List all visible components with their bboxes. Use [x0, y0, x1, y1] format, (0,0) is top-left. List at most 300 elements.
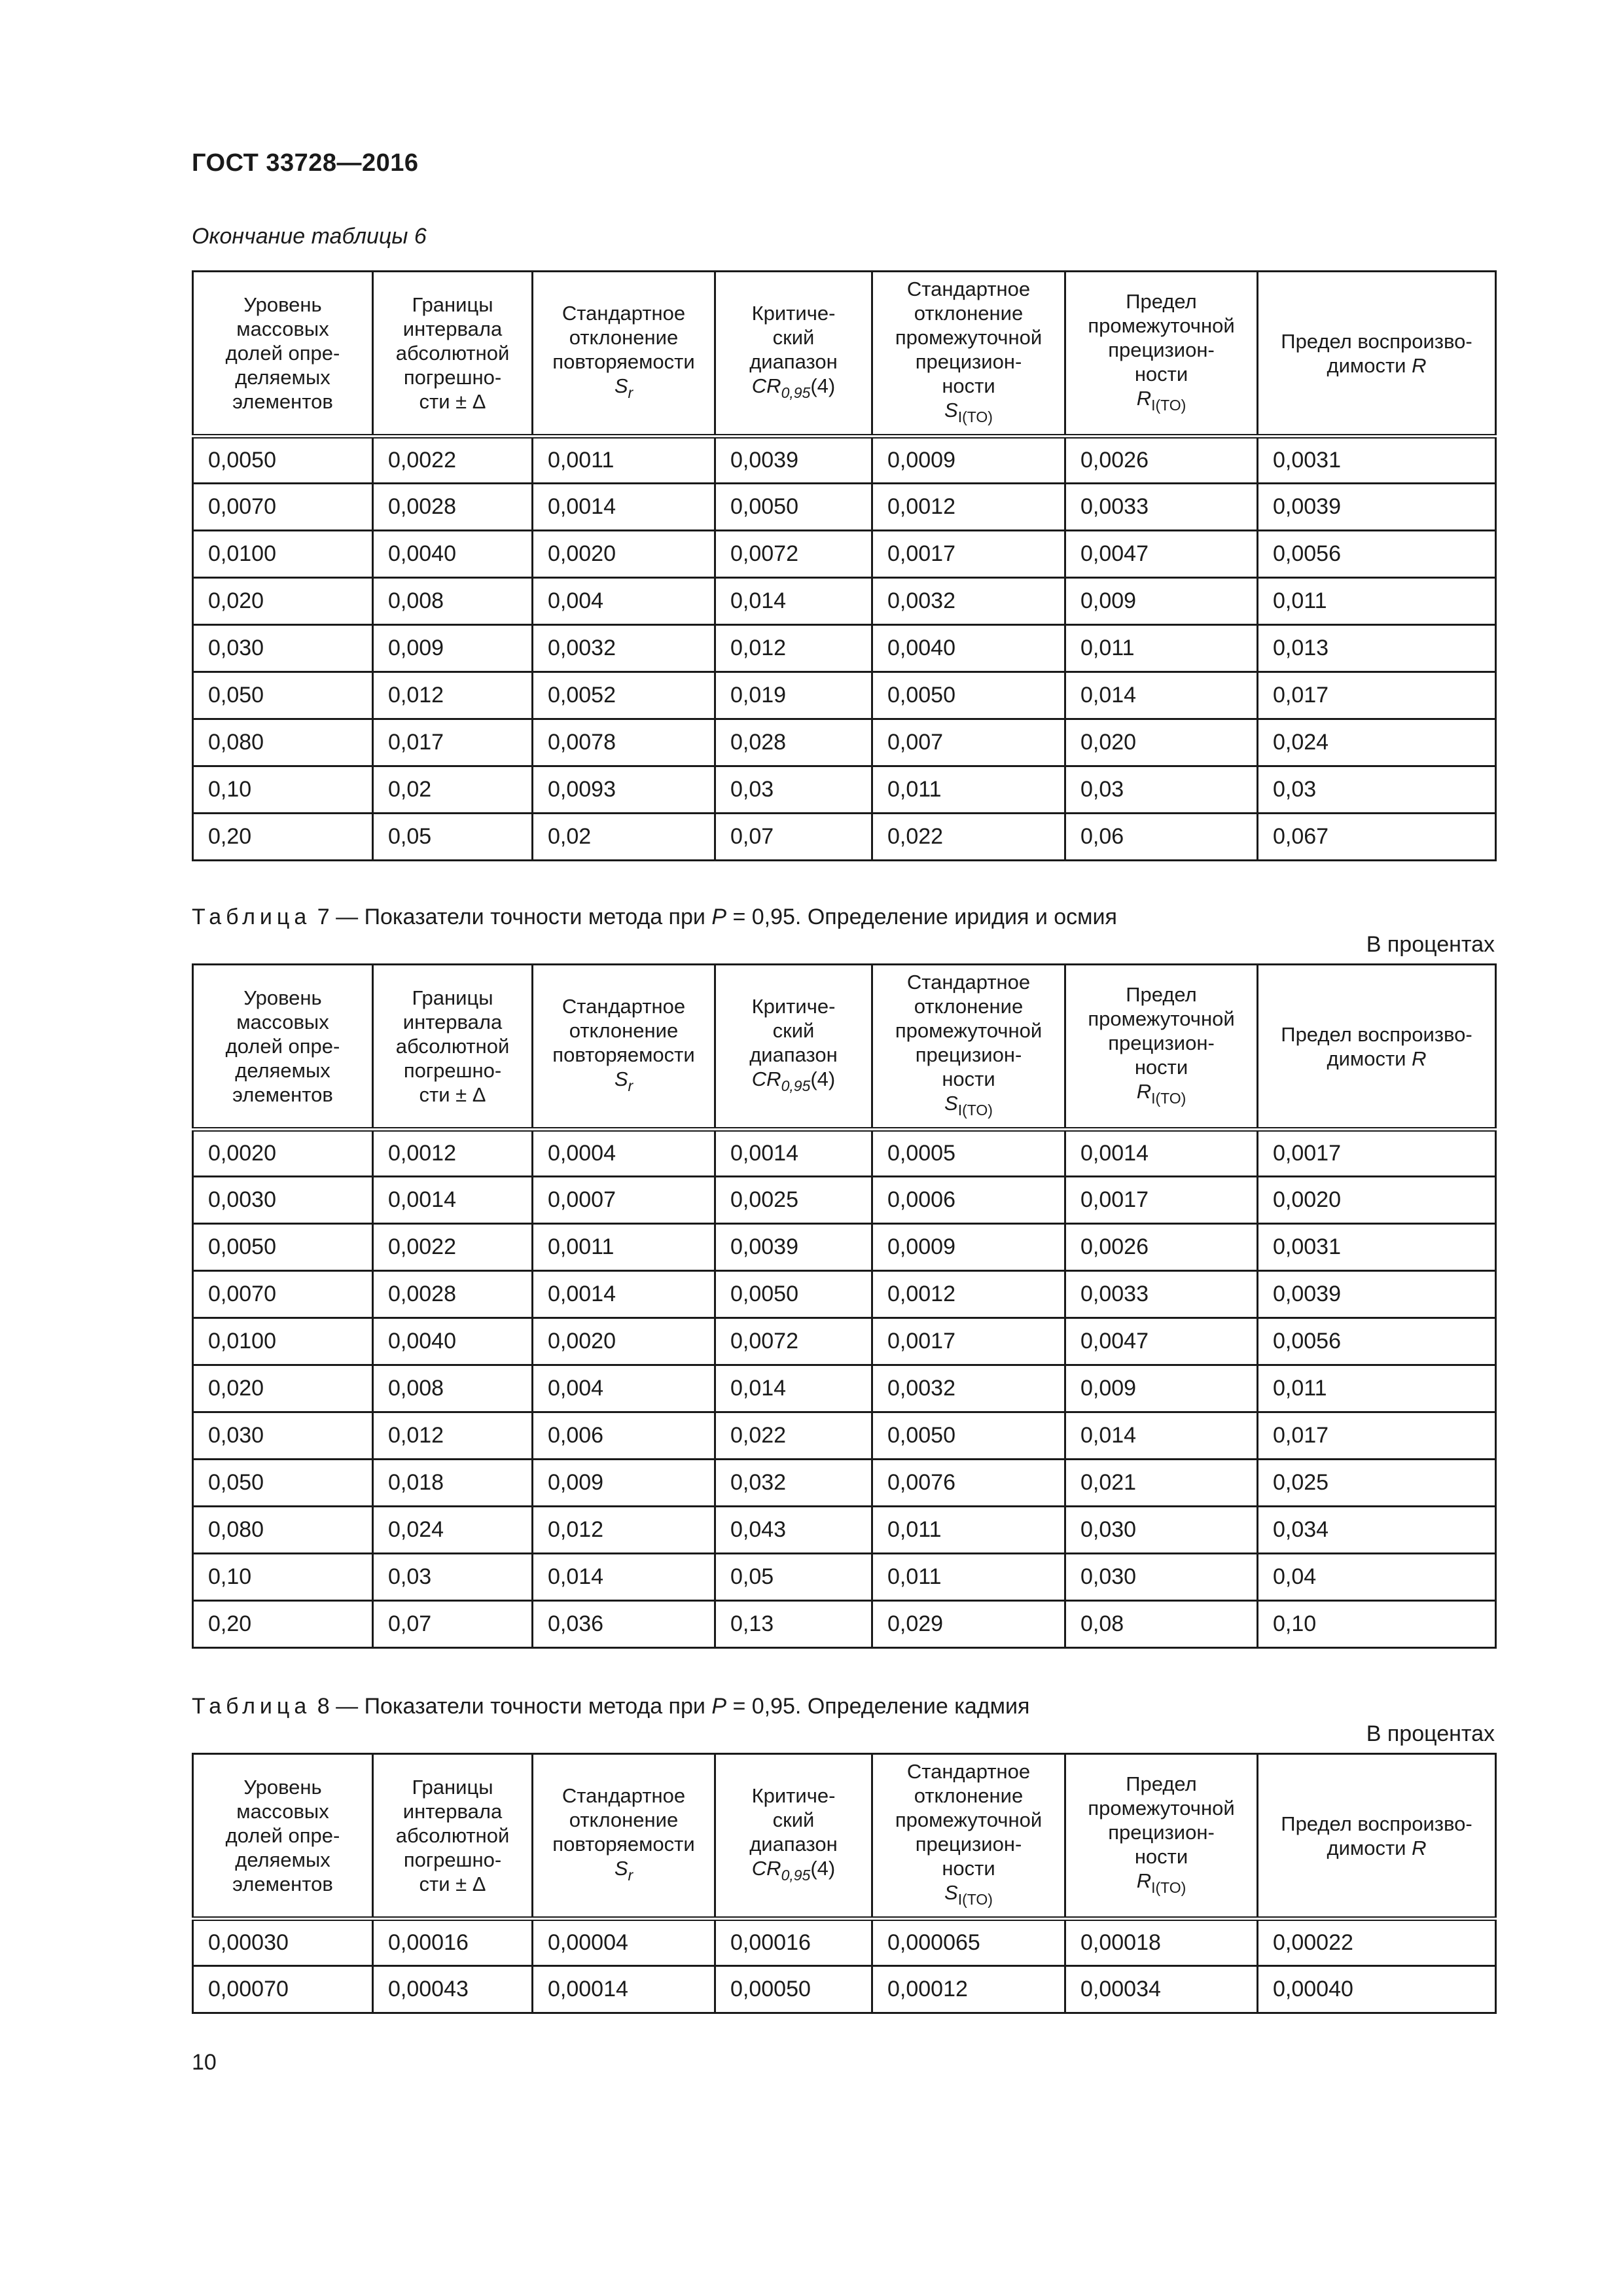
table-cell: 0,0047	[1065, 531, 1258, 578]
table-cell: 0,0031	[1258, 1224, 1496, 1271]
header-text-line: промежуточной	[895, 326, 1043, 349]
table-row	[193, 578, 1496, 625]
symbol-subscript: I(TO)	[957, 1102, 993, 1119]
header-text-line: ности	[1134, 1844, 1188, 1868]
header-text-line: массовых	[236, 317, 329, 340]
table-cell: 0,00018	[1065, 1919, 1258, 1966]
table-cell: 0,03	[1065, 766, 1258, 814]
table-cell: 0,02	[373, 766, 533, 814]
table-cell: 0,03	[715, 766, 872, 814]
table-cell: 0,012	[373, 1412, 533, 1460]
table-cell: 0,0033	[1065, 1271, 1258, 1318]
table-cell: 0,012	[373, 672, 533, 719]
table8-units: В процентах	[1366, 1721, 1495, 1746]
table-cell: 0,00030	[193, 1919, 373, 1966]
table-cell: 0,0050	[715, 484, 872, 531]
header-text-line: долей опре-	[225, 1035, 340, 1058]
table-cell: 0,0052	[533, 672, 715, 719]
header-text-line: деляемых	[235, 366, 330, 389]
col-header-intermediate-limit	[1065, 965, 1258, 1130]
header-text-line: абсолютной	[395, 1035, 510, 1058]
table-cell: 0,0014	[373, 1177, 533, 1224]
table-cell: 0,013	[1258, 625, 1496, 672]
header-text-line: абсолютной	[395, 1824, 510, 1847]
table-cell: 0,0032	[872, 1365, 1065, 1412]
col-header-intermediate-sd	[872, 1754, 1065, 1919]
table8-title-var: P	[711, 1694, 726, 1719]
col-header-bounds	[373, 1754, 533, 1919]
col-header-bounds	[373, 272, 533, 437]
table-cell: 0,009	[1065, 578, 1258, 625]
header-row	[193, 965, 1496, 1130]
header-text-line: долей опре-	[225, 1824, 340, 1847]
symbol: S	[614, 1067, 628, 1090]
table-cell: 0,0025	[715, 1177, 872, 1224]
table-row	[193, 1224, 1496, 1271]
symbol: R	[1412, 1047, 1427, 1070]
header-text-line: сти ± Δ	[419, 1083, 486, 1106]
header-text-line: Уровень	[243, 1776, 322, 1799]
table-cell: 0,0012	[872, 484, 1065, 531]
table-cell: 0,00014	[533, 1966, 715, 2013]
table8-caption	[192, 1694, 1029, 1719]
col-header-intermediate-limit	[1065, 1754, 1258, 1919]
header-text-line: абсолютной	[395, 342, 510, 365]
table-cell: 0,06	[1065, 814, 1258, 861]
header-text-line: деляемых	[235, 1059, 330, 1082]
table-cell: 0,0050	[715, 1271, 872, 1318]
table-cell: 0,0028	[373, 484, 533, 531]
table-cell: 0,036	[533, 1601, 715, 1648]
table-row	[193, 1177, 1496, 1224]
col-header-repeatability-sd	[533, 1754, 715, 1919]
table-cell: 0,011	[872, 1507, 1065, 1554]
table-cell: 0,0017	[1258, 1130, 1496, 1177]
header-text-line: Предел	[1126, 1772, 1197, 1795]
table-row	[193, 1365, 1496, 1412]
header-text-line: промежуточной	[1088, 314, 1235, 337]
table-cell: 0,0004	[533, 1130, 715, 1177]
header-text-line: промежуточной	[895, 1019, 1043, 1042]
col-header-level	[193, 1754, 373, 1919]
header-text-line: диапазон	[749, 1833, 838, 1856]
table-cell: 0,030	[1065, 1507, 1258, 1554]
header-text-line: Уровень	[243, 986, 322, 1009]
symbol-subscript: I(TO)	[1151, 396, 1186, 414]
table-cell: 0,032	[715, 1460, 872, 1507]
table8-number: 8	[317, 1694, 330, 1719]
table-8	[192, 1753, 1497, 2014]
col-header-reproducibility-limit	[1258, 272, 1496, 437]
table-cell: 0,011	[872, 766, 1065, 814]
header-text-line: погрешно-	[403, 1059, 502, 1082]
header-text-line: Границы	[412, 293, 493, 316]
header-text-line: массовых	[236, 1800, 329, 1823]
table-cell: 0,0078	[533, 719, 715, 766]
table-cell: 0,0040	[373, 1318, 533, 1365]
table-cell: 0,0030	[193, 1177, 373, 1224]
table-cell: 0,0072	[715, 531, 872, 578]
table-cell: 0,00012	[872, 1966, 1065, 2013]
table-cell: 0,029	[872, 1601, 1065, 1648]
table-cell: 0,014	[533, 1554, 715, 1601]
table-cell: 0,0012	[373, 1130, 533, 1177]
header-row	[193, 272, 1496, 437]
table-cell: 0,05	[373, 814, 533, 861]
header-text-line: Предел воспроизво-	[1281, 1022, 1472, 1046]
header-text-line: погрешно-	[403, 1848, 502, 1871]
symbol-suffix: (4)	[810, 1067, 836, 1090]
table-cell: 0,07	[715, 814, 872, 861]
table-cell: 0,0039	[715, 1224, 872, 1271]
header-text-line: Критиче-	[751, 1784, 836, 1807]
col-header-reproducibility-limit	[1258, 965, 1496, 1130]
table-cell: 0,0031	[1258, 437, 1496, 484]
symbol-suffix: (4)	[810, 1857, 836, 1880]
header-text-line: Стандартное	[562, 302, 686, 325]
table-row	[193, 1554, 1496, 1601]
table-cell: 0,0039	[715, 437, 872, 484]
table-cell: 0,0072	[715, 1318, 872, 1365]
table-cell: 0,20	[193, 814, 373, 861]
table-cell: 0,00016	[715, 1919, 872, 1966]
table-cell: 0,050	[193, 672, 373, 719]
table-cell: 0,00043	[373, 1966, 533, 2013]
table-cell: 0,0040	[872, 625, 1065, 672]
table-cell: 0,0100	[193, 531, 373, 578]
table-cell: 0,0020	[533, 1318, 715, 1365]
table7-title-before: — Показатели точности метода при	[336, 905, 712, 929]
table-cell: 0,0020	[533, 531, 715, 578]
table-cell: 0,011	[1258, 1365, 1496, 1412]
symbol-subscript: r	[628, 1867, 633, 1884]
header-text-line: промежуточной	[895, 1808, 1043, 1831]
table-cell: 0,009	[373, 625, 533, 672]
header-text-line: сти ± Δ	[419, 390, 486, 413]
header-text-line: Стандартное	[906, 1760, 1031, 1783]
symbol: R	[1412, 353, 1427, 377]
table-cell: 0,012	[533, 1507, 715, 1554]
col-header-repeatability-sd	[533, 965, 715, 1130]
header-text-line: элементов	[232, 1873, 333, 1895]
table-cell: 0,0014	[533, 484, 715, 531]
table-cell: 0,030	[193, 625, 373, 672]
header-text-line: Уровень	[243, 293, 322, 316]
table-cell: 0,00070	[193, 1966, 373, 2013]
table-cell: 0,014	[715, 1365, 872, 1412]
table-cell: 0,10	[193, 766, 373, 814]
header-text-line: промежуточной	[1088, 1007, 1235, 1030]
header-text-line: Стандартное	[562, 995, 686, 1018]
table-cell: 0,008	[373, 1365, 533, 1412]
table-cell: 0,011	[1065, 625, 1258, 672]
document-header: ГОСТ 33728—2016	[192, 149, 419, 177]
table-cell: 0,0039	[1258, 1271, 1496, 1318]
header-text-line: прецизион-	[915, 1043, 1022, 1066]
col-header-repeatability-sd	[533, 272, 715, 437]
table-cell: 0,0007	[533, 1177, 715, 1224]
table-cell: 0,006	[533, 1412, 715, 1460]
header-text-line: повторяемости	[552, 350, 695, 373]
header-text-line: ности	[1134, 362, 1188, 386]
table8-title-before: — Показатели точности метода при	[336, 1694, 712, 1719]
header-row	[193, 1754, 1496, 1919]
header-text-line: ский	[772, 1808, 815, 1831]
table-cell: 0,017	[373, 719, 533, 766]
table-cell: 0,0009	[872, 1224, 1065, 1271]
symbol: S	[944, 1881, 958, 1904]
table-cell: 0,0050	[193, 437, 373, 484]
table-cell: 0,07	[373, 1601, 533, 1648]
table-cell: 0,030	[1065, 1554, 1258, 1601]
symbol: CR	[751, 374, 781, 397]
table-cell: 0,0022	[373, 437, 533, 484]
table-cell: 0,0056	[1258, 1318, 1496, 1365]
col-header-critical-range	[715, 965, 872, 1130]
table-cell: 0,0017	[1065, 1177, 1258, 1224]
table-cell: 0,020	[1065, 719, 1258, 766]
table-cell: 0,00016	[373, 1919, 533, 1966]
header-text-line: ности	[942, 1067, 995, 1090]
col-header-level	[193, 272, 373, 437]
table-row	[193, 766, 1496, 814]
header-text-line: прецизион-	[1108, 338, 1215, 361]
symbol: R	[1136, 1079, 1152, 1103]
header-text-line: прецизион-	[915, 1833, 1022, 1856]
table-cell: 0,024	[1258, 719, 1496, 766]
table-cell: 0,00040	[1258, 1966, 1496, 2013]
table-cell: 0,0017	[872, 1318, 1065, 1365]
table-cell: 0,0093	[533, 766, 715, 814]
table-cell: 0,0070	[193, 484, 373, 531]
header-text-line: ский	[772, 326, 815, 349]
table-row	[193, 625, 1496, 672]
table-cell: 0,011	[872, 1554, 1065, 1601]
header-text-line: Критиче-	[751, 302, 836, 325]
table-cell: 0,043	[715, 1507, 872, 1554]
symbol-subscript: I(TO)	[1151, 1089, 1186, 1107]
table-cell: 0,0040	[373, 531, 533, 578]
table-cell: 0,0032	[533, 625, 715, 672]
table-cell: 0,0070	[193, 1271, 373, 1318]
table-cell: 0,0014	[1065, 1130, 1258, 1177]
header-text-line: отклонение	[569, 1019, 679, 1042]
table-cell: 0,0012	[872, 1271, 1065, 1318]
table-cell: 0,024	[373, 1507, 533, 1554]
table-row	[193, 1460, 1496, 1507]
header-text-line: Стандартное	[906, 278, 1031, 300]
table-row	[193, 1130, 1496, 1177]
table-row	[193, 484, 1496, 531]
table6-continuation-caption: Окончание таблицы 6	[192, 224, 427, 249]
header-text-line: ности	[942, 1857, 995, 1880]
table-cell: 0,012	[715, 625, 872, 672]
header-text-line: интервала	[402, 317, 503, 340]
header-text-line: Предел воспроизво-	[1281, 329, 1472, 353]
table-cell: 0,008	[373, 578, 533, 625]
table-cell: 0,0076	[872, 1460, 1065, 1507]
table-cell: 0,0056	[1258, 531, 1496, 578]
col-header-intermediate-limit	[1065, 272, 1258, 437]
table-cell: 0,0014	[715, 1130, 872, 1177]
table-cell: 0,00034	[1065, 1966, 1258, 2013]
table-cell: 0,0039	[1258, 484, 1496, 531]
table-cell: 0,00022	[1258, 1919, 1496, 1966]
symbol: R	[1136, 386, 1152, 410]
header-text-line: прецизион-	[915, 350, 1022, 373]
symbol: S	[614, 374, 628, 397]
header-text-line: диапазон	[749, 1043, 838, 1066]
header-text-line: Предел воспроизво-	[1281, 1812, 1472, 1835]
table-cell: 0,000065	[872, 1919, 1065, 1966]
header-text-line: погрешно-	[403, 366, 502, 389]
table-row	[193, 1507, 1496, 1554]
col-header-level	[193, 965, 373, 1130]
table-cell: 0,034	[1258, 1507, 1496, 1554]
col-header-bounds	[373, 965, 533, 1130]
table-cell: 0,0022	[373, 1224, 533, 1271]
table-cell: 0,009	[1065, 1365, 1258, 1412]
col-header-critical-range	[715, 1754, 872, 1919]
symbol-subscript: 0,95	[781, 384, 811, 401]
table-row	[193, 1966, 1496, 2013]
table-cell: 0,05	[715, 1554, 872, 1601]
header-text-line: интервала	[402, 1011, 503, 1033]
header-text-line: димости	[1327, 1047, 1406, 1070]
header-text-line: Критиче-	[751, 995, 836, 1018]
table-cell: 0,028	[715, 719, 872, 766]
table7-caption	[192, 905, 1117, 930]
col-header-critical-range	[715, 272, 872, 437]
table-cell: 0,0028	[373, 1271, 533, 1318]
table-cell: 0,017	[1258, 672, 1496, 719]
table-cell: 0,050	[193, 1460, 373, 1507]
table-cell: 0,00004	[533, 1919, 715, 1966]
symbol-subscript: 0,95	[781, 1077, 811, 1094]
table-cell: 0,0006	[872, 1177, 1065, 1224]
table-cell: 0,20	[193, 1601, 373, 1648]
table-cell: 0,004	[533, 1365, 715, 1412]
symbol: R	[1136, 1869, 1152, 1892]
header-text-line: отклонение	[569, 1808, 679, 1831]
table-cell: 0,014	[1065, 1412, 1258, 1460]
header-text-line: долей опре-	[225, 342, 340, 365]
header-text-line: отклонение	[914, 302, 1024, 325]
header-text-line: Границы	[412, 986, 493, 1009]
header-text-line: прецизион-	[1108, 1820, 1215, 1844]
table-cell: 0,025	[1258, 1460, 1496, 1507]
table-7	[192, 963, 1497, 1649]
symbol-subscript: r	[628, 384, 633, 401]
table-cell: 0,0050	[872, 672, 1065, 719]
table-cell: 0,0009	[872, 437, 1065, 484]
table-cell: 0,021	[1065, 1460, 1258, 1507]
symbol: CR	[751, 1857, 781, 1880]
symbol-suffix: (4)	[810, 374, 836, 397]
table-cell: 0,0047	[1065, 1318, 1258, 1365]
table-row	[193, 1412, 1496, 1460]
table-cell: 0,009	[533, 1460, 715, 1507]
header-text-line: Стандартное	[562, 1784, 686, 1807]
table-cell: 0,0020	[1258, 1177, 1496, 1224]
header-text-line: димости	[1327, 353, 1406, 377]
col-header-intermediate-sd	[872, 965, 1065, 1130]
header-text-line: повторяемости	[552, 1833, 695, 1856]
header-text-line: элементов	[232, 390, 333, 413]
header-text-line: отклонение	[569, 326, 679, 349]
table7-title-after: = 0,95. Определение иридия и осмия	[726, 905, 1117, 929]
header-text-line: Предел	[1126, 289, 1197, 313]
table-cell: 0,030	[193, 1412, 373, 1460]
table-row	[193, 1271, 1496, 1318]
header-text-line: Предел	[1126, 982, 1197, 1006]
symbol-subscript: I(TO)	[957, 408, 993, 425]
symbol: R	[1412, 1836, 1427, 1859]
symbol: S	[944, 399, 958, 422]
table-row	[193, 719, 1496, 766]
col-header-intermediate-sd	[872, 272, 1065, 437]
table-cell: 0,007	[872, 719, 1065, 766]
table-cell: 0,0050	[193, 1224, 373, 1271]
header-text-line: ности	[1134, 1055, 1188, 1079]
header-text-line: массовых	[236, 1011, 329, 1033]
table-cell: 0,0005	[872, 1130, 1065, 1177]
table-cell: 0,0032	[872, 578, 1065, 625]
table-cell: 0,067	[1258, 814, 1496, 861]
table-cell: 0,022	[872, 814, 1065, 861]
symbol: CR	[751, 1067, 781, 1090]
table-cell: 0,011	[1258, 578, 1496, 625]
symbol-subscript: I(TO)	[957, 1891, 993, 1908]
table-cell: 0,08	[1065, 1601, 1258, 1648]
header-text-line: элементов	[232, 1083, 333, 1106]
table-cell: 0,0033	[1065, 484, 1258, 531]
symbol: S	[614, 1857, 628, 1880]
table-cell: 0,0026	[1065, 437, 1258, 484]
header-text-line: отклонение	[914, 995, 1024, 1018]
table-cell: 0,0050	[872, 1412, 1065, 1460]
table7-units: В процентах	[1366, 932, 1495, 957]
table-row	[193, 1919, 1496, 1966]
table-row	[193, 672, 1496, 719]
table-cell: 0,0100	[193, 1318, 373, 1365]
table-cell: 0,02	[533, 814, 715, 861]
header-text-line: деляемых	[235, 1848, 330, 1871]
table-cell: 0,020	[193, 578, 373, 625]
table-cell: 0,04	[1258, 1554, 1496, 1601]
table-cell: 0,080	[193, 1507, 373, 1554]
table-6	[192, 270, 1497, 861]
table-cell: 0,080	[193, 719, 373, 766]
table-cell: 0,014	[1065, 672, 1258, 719]
table-cell: 0,018	[373, 1460, 533, 1507]
table-cell: 0,014	[715, 578, 872, 625]
table-row	[193, 1318, 1496, 1365]
table-row	[193, 814, 1496, 861]
header-text-line: Границы	[412, 1776, 493, 1799]
table-cell: 0,0014	[533, 1271, 715, 1318]
header-text-line: диапазон	[749, 350, 838, 373]
header-text-line: ский	[772, 1019, 815, 1042]
table-cell: 0,020	[193, 1365, 373, 1412]
symbol-subscript: 0,95	[781, 1867, 811, 1884]
header-text-line: повторяемости	[552, 1043, 695, 1066]
table-row	[193, 531, 1496, 578]
col-header-reproducibility-limit	[1258, 1754, 1496, 1919]
table7-label: Таблица	[192, 905, 312, 929]
table-cell: 0,0011	[533, 1224, 715, 1271]
symbol-subscript: r	[628, 1077, 633, 1094]
